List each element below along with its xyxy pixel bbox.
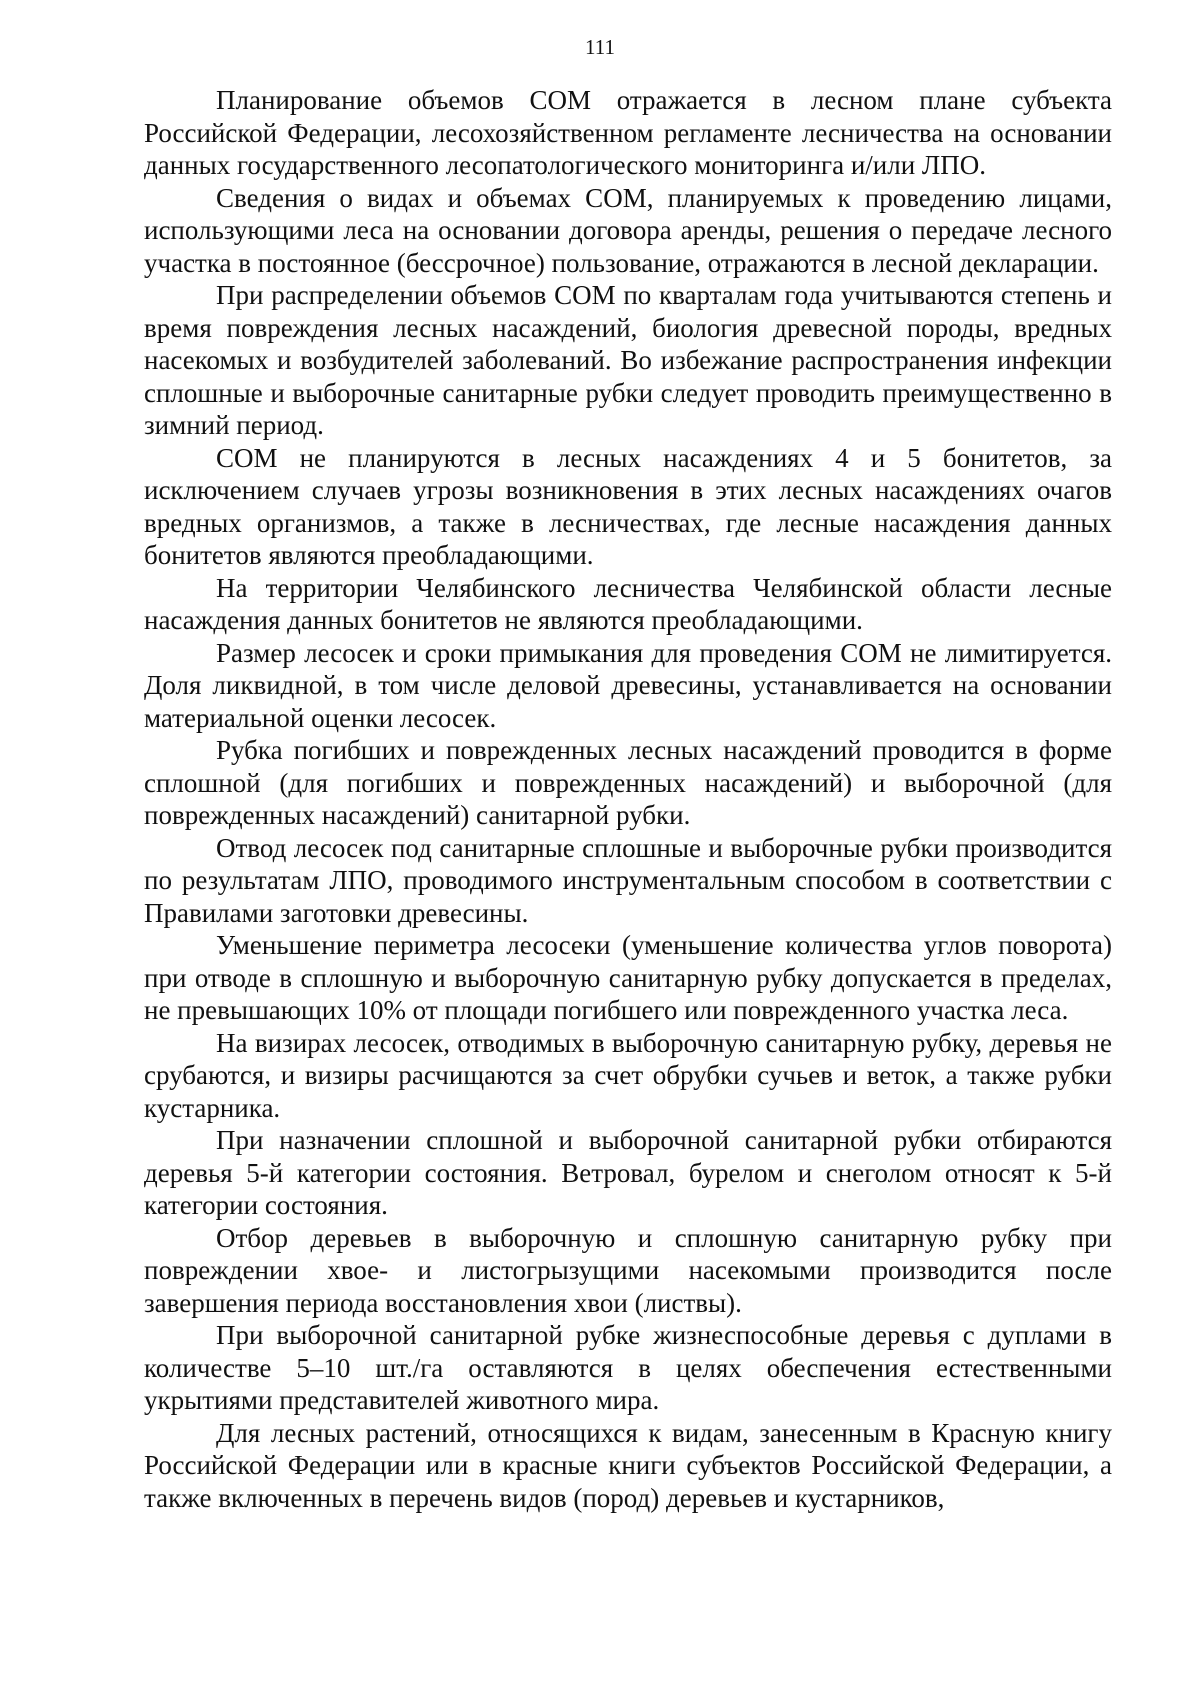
paragraph: СОМ не планируются в лесных насаждениях 4 и 5 бонитетов, за исключением случаев угрозы возникновения в этих лесных насаждениях очагов вредных организмов, а также в лесничествах, где лесные насаждения данных бонитетов являются преобладающими. [144, 442, 1112, 570]
paragraph: Уменьшение периметра лесосеки (уменьшение количества углов поворота) при отводе в сплошную и выборочную санитарную рубку допускается в пределах, не превышающих 10% от площади погибшего или поврежденного участка леса. [144, 930, 1112, 1025]
paragraph: Размер лесосек и сроки примыкания для проведения СОМ не лимитируется. Доля ликвидной, в том числе деловой древесины, устанавливается на основании материальной оценки лесосек. [144, 637, 1112, 733]
paragraph: На территории Челябинского лесничества Челябинской области лесные насаждения данных бонитетов не являются преобладающими. [144, 572, 1112, 635]
document-body [144, 84, 1112, 1514]
paragraph: При выборочной санитарной рубке жизнеспособные деревья с дуплами в количестве 5–10 шт./га оставляются в целях обеспечения естественными укрытиями представителей животного мира. [144, 1320, 1112, 1415]
paragraph: Планирование объемов СОМ отражается в лесном плане субъекта Российской Федерации, лесохозяйственном регламенте лесничества на основании данных государственного лесопатологического мониторинга и/или ЛПО. [144, 85, 1112, 180]
paragraph: Для лесных растений, относящихся к видам, занесенным в Красную книгу Российской Федерации или в красные книги субъектов Российской Федерации, а также включенных в перечень видов (пород) деревьев и кустарников, [144, 1417, 1112, 1513]
paragraph: Отвод лесосек под санитарные сплошные и выборочные рубки производится по результатам ЛПО, проводимого инструментальным способом в соответствии с Правилами заготовки древесины. [144, 832, 1112, 928]
paragraph: Сведения о видах и объемах СОМ, планируемых к проведению лицами, использующими леса на основании договора аренды, решения о передаче лесного участка в постоянное (бессрочное) пользование, отражаются в лесной декларации. [144, 182, 1112, 278]
paragraph: Рубка погибших и поврежденных лесных насаждений проводится в форме сплошной (для погибших и поврежденных насаждений) и выборочной (для поврежденных насаждений) санитарной рубки. [144, 735, 1112, 830]
paragraph: При назначении сплошной и выборочной санитарной рубки отбираются деревья 5-й категории состояния. Ветровал, бурелом и снеголом относят к 5-й категории состояния. [144, 1125, 1112, 1220]
paragraph: На визирах лесосек, отводимых в выборочную санитарную рубку, деревья не срубаются, и визиры расчищаются за счет обрубки сучьев и веток, а также рубки кустарника. [144, 1027, 1112, 1123]
paragraph: При распределении объемов СОМ по кварталам года учитываются степень и время повреждения лесных насаждений, биология древесной породы, вредных насекомых и возбудителей заболеваний. Во избежание распространения инфекции сплошные и выборочные санитарные рубки следует проводить преимущественно в зимний период. [144, 280, 1112, 440]
page-number: 111 [585, 35, 615, 59]
paragraph: Отбор деревьев в выборочную и сплошную санитарную рубку при повреждении хвое- и листогрызущими насекомыми производится после завершения периода восстановления хвои (листвы). [144, 1222, 1112, 1318]
